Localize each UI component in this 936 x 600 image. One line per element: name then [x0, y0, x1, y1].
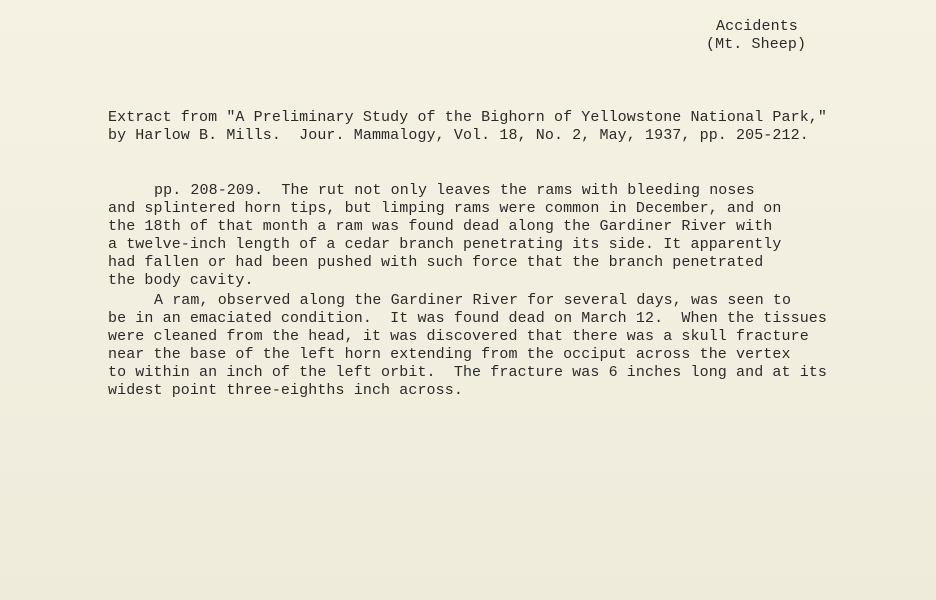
citation-line: Extract from "A Preliminary Study of the Bighorn of Yellowstone National Park,"	[108, 109, 828, 126]
paragraph-line: and splintered horn tips, but limping rams were common in December, and on	[108, 200, 782, 217]
paragraph-line: were cleaned from the head, it was discovered that there was a skull fracture	[108, 328, 809, 345]
paragraph-line: near the base of the left horn extending from the occiput across the vertex	[108, 346, 791, 363]
paragraph-line: be in an emaciated condition. It was found dead on March 12. When the tissues	[108, 310, 828, 327]
category-subheading: (Mt. Sheep)	[706, 36, 807, 53]
paragraph-line: the 18th of that month a ram was found dead along the Gardiner River with	[108, 218, 773, 235]
paragraph-line: to within an inch of the left orbit. The fracture was 6 inches long and at its	[108, 364, 828, 381]
citation-line: by Harlow B. Mills. Jour. Mammalogy, Vol. 18, No. 2, May, 1937, pp. 205-212.	[108, 127, 809, 144]
paragraph-line: A ram, observed along the Gardiner River for several days, was seen to	[154, 292, 792, 309]
paragraph-line: had fallen or had been pushed with such force that the branch penetrated	[108, 254, 764, 271]
paragraph-line: a twelve-inch length of a cedar branch penetrating its side. It apparently	[108, 236, 782, 253]
paragraph-line: pp. 208-209. The rut not only leaves the rams with bleeding noses	[154, 182, 755, 199]
paragraph-line: the body cavity.	[108, 272, 254, 289]
category-heading: Accidents	[716, 18, 798, 35]
paragraph-line: widest point three-eighths inch across.	[108, 382, 463, 399]
